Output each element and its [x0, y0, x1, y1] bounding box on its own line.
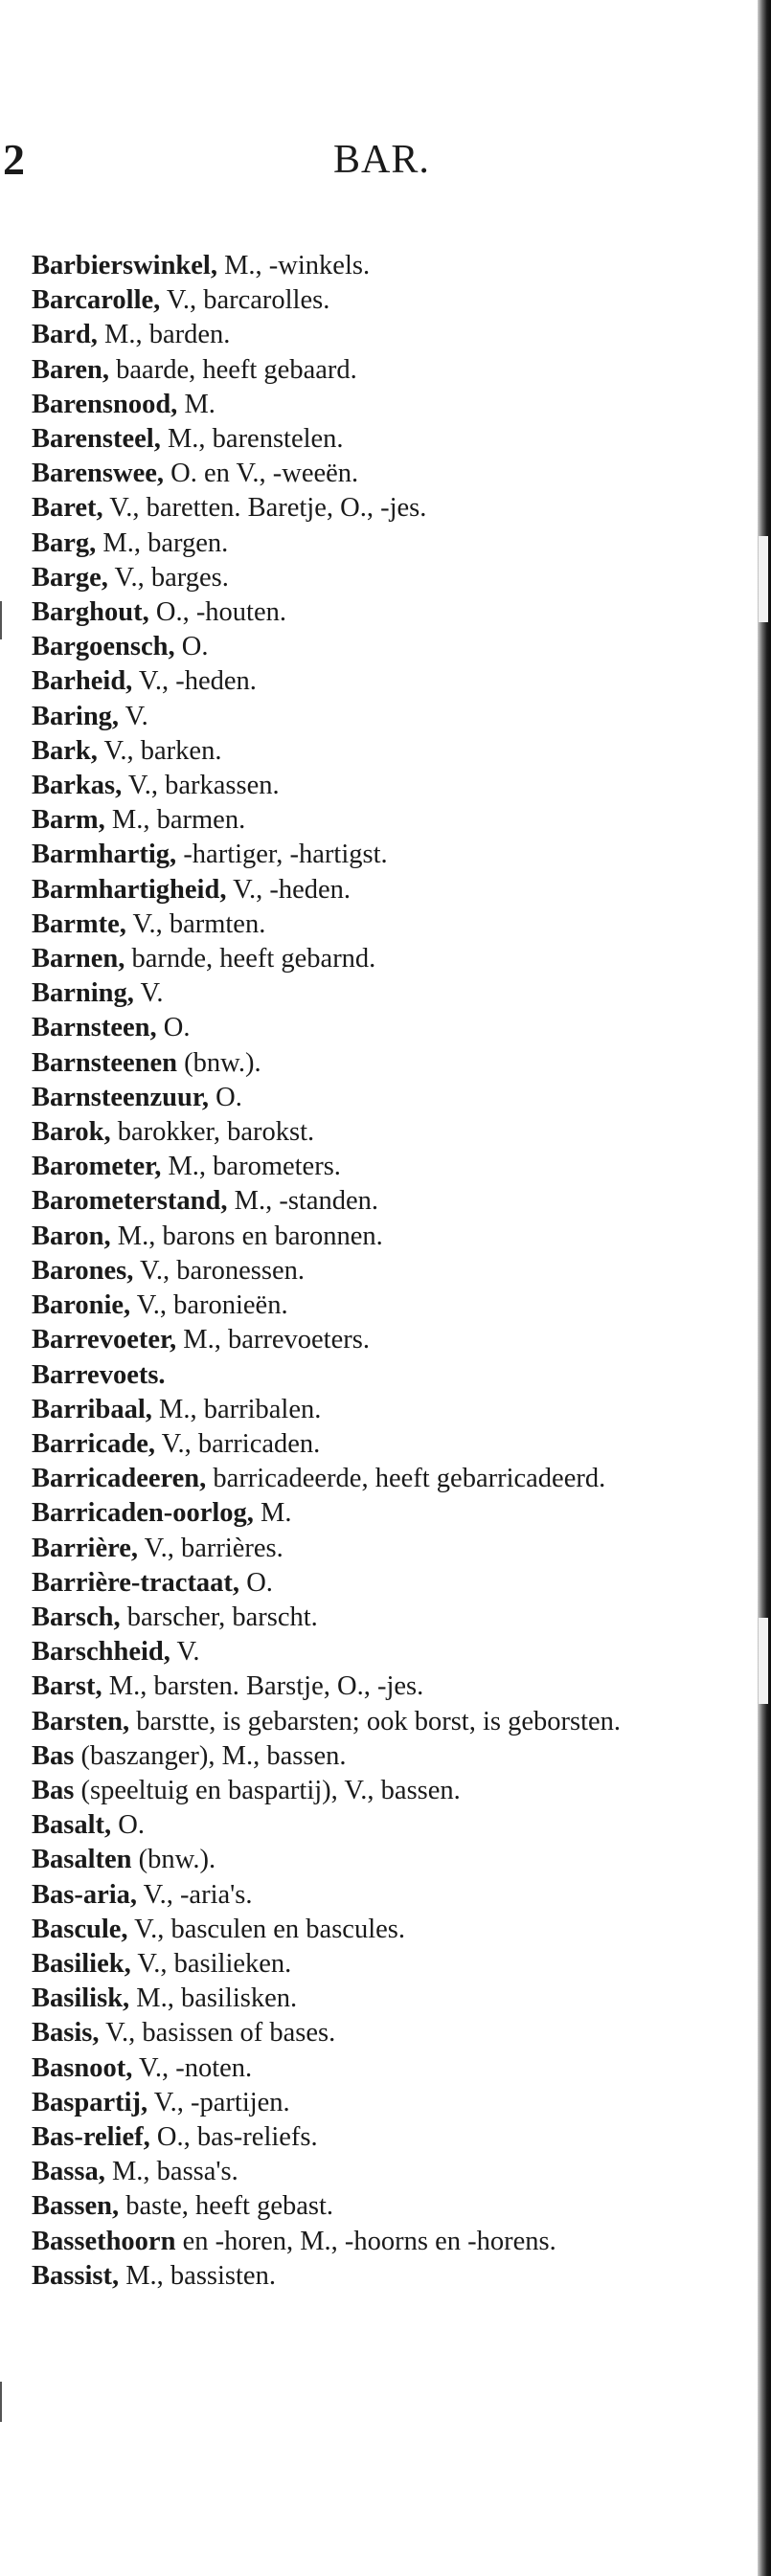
entry-definition: V., barkassen.: [122, 771, 280, 801]
entry-headword: Barricadeeren,: [32, 1464, 207, 1494]
entry-definition: V., -aria's.: [137, 1879, 253, 1910]
entry-headword: Barnsteenen: [32, 1047, 177, 1078]
entry-definition: barstte, is gebarsten; ook borst, is geborsten.: [129, 1706, 622, 1736]
dictionary-entry: [32, 1913, 707, 1947]
dictionary-entry: [32, 700, 707, 734]
dictionary-entry: [32, 1808, 707, 1843]
dictionary-entry: [32, 1254, 707, 1288]
dictionary-entry: [32, 838, 707, 872]
entry-definition: V.: [170, 1637, 200, 1668]
entry-headword: Bas: [32, 1740, 75, 1771]
dictionary-entry: [32, 1393, 707, 1427]
dictionary-entry: [32, 491, 707, 526]
dictionary-entry: [32, 907, 707, 942]
entry-headword: Baring,: [32, 701, 120, 731]
entry-headword: Baron,: [32, 1221, 111, 1251]
entry-headword: Barensnood,: [32, 389, 178, 419]
dictionary-entry: [32, 2259, 707, 2294]
dictionary-entry: [32, 873, 707, 907]
dictionary-entry: [32, 2225, 707, 2259]
entry-definition: O.: [111, 1810, 145, 1841]
dictionary-entry: [32, 1011, 707, 1045]
dictionary-entry: [32, 1081, 707, 1115]
dictionary-entry: [32, 1046, 707, 1081]
running-head: BAR.: [333, 138, 430, 182]
entry-definition: M., barsten. Barstje, O., -jes.: [102, 1671, 424, 1702]
entry-headword: Barcarolle,: [32, 285, 161, 316]
entry-definition: M., -winkels.: [216, 251, 371, 280]
entry-headword: Barst,: [32, 1671, 102, 1702]
entry-definition: V., barrières.: [138, 1533, 283, 1563]
dictionary-entry: [32, 595, 707, 630]
entry-definition: M., barometers.: [161, 1152, 341, 1182]
entry-headword: Barmhartigheid,: [32, 874, 227, 905]
dictionary-entry: [32, 942, 707, 976]
entry-headword: Barricaden-oorlog,: [32, 1498, 254, 1529]
dictionary-entry: [32, 734, 707, 769]
entry-definition: V.: [119, 701, 148, 731]
entry-definition: barricadeerde, heeft gebarricadeerd.: [206, 1464, 606, 1494]
entry-headword: Bassa,: [32, 2157, 105, 2187]
page-edge-shadow: [758, 0, 771, 2576]
entry-headword: Barbierswinkel,: [32, 251, 217, 280]
entry-definition: (baszanger), M., bassen.: [74, 1740, 347, 1771]
dictionary-entry: [32, 1705, 707, 1739]
entry-headword: Basalt,: [32, 1810, 112, 1841]
dictionary-entry: [32, 769, 707, 803]
entry-definition: M., barmen.: [104, 805, 246, 836]
dictionary-entry: [32, 1635, 707, 1669]
entry-headword: Basis,: [32, 2018, 100, 2049]
entry-headword: Bark,: [32, 735, 98, 766]
entry-definition: V., -partijen.: [147, 2087, 290, 2117]
dictionary-entry: [32, 2120, 707, 2155]
dictionary-entry: [32, 457, 707, 491]
dictionary-entry: [32, 1220, 707, 1254]
edge-gap: [759, 536, 768, 622]
entry-list: [32, 249, 707, 2294]
entry-definition: O., bas-reliefs.: [149, 2121, 318, 2152]
dictionary-entry: [32, 1774, 707, 1808]
entry-headword: Barrevoeter,: [32, 1325, 177, 1355]
entry-headword: Barones,: [32, 1255, 134, 1286]
entry-headword: Barrière-tractaat,: [32, 1567, 240, 1598]
dictionary-entry: [32, 664, 707, 699]
dictionary-entry: [32, 1323, 707, 1357]
entry-definition: O.: [239, 1567, 273, 1598]
entry-headword: Barmte,: [32, 908, 126, 939]
entry-definition: (bnw.).: [177, 1047, 261, 1078]
entry-definition: M., bargen.: [96, 527, 229, 558]
entry-definition: M.: [177, 389, 215, 419]
entry-definition: (bnw.).: [131, 1845, 216, 1875]
dictionary-entry: [32, 1288, 707, 1323]
entry-definition: M., barden.: [97, 320, 231, 350]
entry-definition: O.: [156, 1013, 191, 1043]
entry-headword: Bascule,: [32, 1914, 128, 1944]
entry-definition: M., barrevoeters.: [176, 1325, 370, 1355]
dictionary-entry: [32, 2155, 707, 2189]
entry-definition: V., -noten.: [132, 2052, 253, 2083]
entry-definition: M., barons en baronnen.: [110, 1221, 383, 1251]
dictionary-entry: [32, 1150, 707, 1184]
entry-headword: Bargoensch,: [32, 632, 175, 662]
entry-headword: Barrevoets.: [32, 1359, 166, 1390]
entry-definition: M., barribalen.: [151, 1394, 322, 1424]
entry-headword: Barsch,: [32, 1602, 121, 1632]
entry-headword: Barm,: [32, 805, 105, 836]
entry-definition: baste, heeft gebast.: [119, 2191, 334, 2222]
entry-headword: Barribaal,: [32, 1394, 152, 1424]
entry-headword: Baret,: [32, 493, 103, 524]
dictionary-entry: [32, 249, 707, 283]
entry-headword: Barschheid,: [32, 1637, 170, 1668]
entry-definition: M.: [253, 1498, 292, 1529]
entry-headword: Bassist,: [32, 2260, 120, 2291]
entry-headword: Barenswee,: [32, 459, 164, 489]
entry-headword: Basalten: [32, 1845, 132, 1875]
dictionary-entry: [32, 283, 707, 318]
entry-headword: Barometerstand,: [32, 1186, 228, 1217]
entry-definition: en -horen, M., -hoorns en -horens.: [175, 2226, 556, 2256]
entry-definition: V., -heden.: [132, 666, 257, 697]
page-header: [0, 136, 699, 184]
entry-definition: O.: [174, 632, 209, 662]
entry-headword: Barometer,: [32, 1152, 162, 1182]
margin-mark: [0, 2382, 2, 2422]
entry-headword: Barmhartig,: [32, 840, 177, 870]
dictionary-entry: [32, 1947, 707, 1982]
dictionary-entry: [32, 2086, 707, 2120]
dictionary-entry: [32, 1184, 707, 1219]
dictionary-entry: [32, 2189, 707, 2224]
entry-definition: V., barcarolles.: [160, 285, 330, 316]
entry-headword: Basiliek,: [32, 1948, 131, 1979]
dictionary-entry: [32, 976, 707, 1011]
dictionary-entry: [32, 2051, 707, 2086]
entry-headword: Baren,: [32, 354, 110, 385]
entry-definition: -hartiger, -hartigst.: [176, 840, 388, 870]
entry-definition: V., barmten.: [125, 908, 266, 939]
dictionary-entry: [32, 422, 707, 457]
dictionary-entry: [32, 353, 707, 388]
entry-headword: Bas-aria,: [32, 1879, 138, 1910]
entry-headword: Barrière,: [32, 1533, 139, 1563]
dictionary-entry: [32, 1982, 707, 2016]
entry-definition: barokker, barokst.: [110, 1117, 315, 1148]
dictionary-entry: [32, 1358, 707, 1393]
entry-definition: M., bassa's.: [104, 2157, 238, 2187]
entry-definition: V., baronieën.: [130, 1290, 288, 1321]
entry-headword: Bassethoorn: [32, 2226, 176, 2256]
entry-definition: V., barricaden.: [155, 1428, 321, 1459]
dictionary-entry: [32, 630, 707, 664]
entry-definition: V., basissen of bases.: [99, 2018, 336, 2049]
margin-mark: [0, 601, 2, 639]
entry-definition: O.: [209, 1082, 242, 1112]
entry-headword: Baspartij,: [32, 2087, 148, 2117]
dictionary-entry: [32, 1115, 707, 1150]
entry-headword: Barsten,: [32, 1706, 130, 1736]
entry-headword: Bas-relief,: [32, 2121, 150, 2152]
entry-definition: M., barenstelen.: [160, 424, 344, 455]
edge-gap: [759, 1618, 768, 1704]
entry-definition: V., -heden.: [226, 874, 351, 905]
entry-headword: Basilisk,: [32, 1983, 130, 2014]
entry-definition: M., basilisken.: [129, 1983, 298, 2014]
entry-definition: V., barken.: [97, 735, 222, 766]
entry-definition: baarde, heeft gebaard.: [109, 354, 357, 385]
entry-headword: Barheid,: [32, 666, 133, 697]
entry-headword: Barensteel,: [32, 424, 161, 455]
entry-definition: O., -houten.: [148, 597, 286, 628]
dictionary-entry: [32, 1878, 707, 1913]
entry-definition: V., baronessen.: [133, 1255, 306, 1286]
entry-definition: V., basilieken.: [130, 1948, 292, 1979]
entry-headword: Barg,: [32, 527, 97, 558]
dictionary-entry: [32, 1462, 707, 1496]
page-number: 2: [3, 135, 25, 184]
entry-headword: Barnen,: [32, 944, 125, 974]
entry-definition: O. en V., -weeën.: [164, 459, 359, 489]
entry-definition: V., basculen en bascules.: [127, 1914, 405, 1944]
entry-headword: Bassen,: [32, 2191, 120, 2222]
entry-headword: Basnoot,: [32, 2052, 133, 2083]
entry-definition: (speeltuig en baspartij), V., bassen.: [74, 1775, 461, 1805]
entry-headword: Barge,: [32, 562, 108, 593]
dictionary-entry: [32, 318, 707, 352]
dictionary-entry: [32, 1843, 707, 1877]
entry-headword: Barghout,: [32, 597, 149, 628]
entry-definition: V., baretten. Baretje, O., -jes.: [102, 493, 427, 524]
dictionary-entry: [32, 1669, 707, 1704]
dictionary-entry: [32, 1739, 707, 1774]
dictionary-entry: [32, 526, 707, 561]
entry-headword: Barricade,: [32, 1428, 156, 1459]
dictionary-entry: [32, 561, 707, 595]
entry-definition: V.: [133, 978, 164, 1009]
dictionary-entry: [32, 388, 707, 422]
entry-definition: M., bassisten.: [119, 2260, 276, 2291]
dictionary-entry: [32, 1427, 707, 1462]
entry-headword: Barok,: [32, 1117, 111, 1148]
entry-headword: Barning,: [32, 978, 134, 1009]
entry-headword: Bard,: [32, 320, 98, 350]
dictionary-entry: [32, 1532, 707, 1566]
dictionary-entry: [32, 1496, 707, 1531]
dictionary-entry: [32, 2016, 707, 2050]
dictionary-entry: [32, 803, 707, 838]
entry-definition: barscher, barscht.: [120, 1602, 318, 1632]
entry-headword: Bas: [32, 1775, 75, 1805]
entry-definition: V., barges.: [107, 562, 229, 593]
entry-headword: Barkas,: [32, 771, 123, 801]
dictionary-entry: [32, 1601, 707, 1635]
entry-definition: M., -standen.: [227, 1186, 378, 1217]
dictionary-entry: [32, 1566, 707, 1601]
entry-headword: Baronie,: [32, 1290, 131, 1321]
entry-definition: barnde, heeft gebarnd.: [125, 944, 376, 974]
entry-headword: Barnsteenzuur,: [32, 1082, 209, 1112]
entry-headword: Barnsteen,: [32, 1013, 157, 1043]
